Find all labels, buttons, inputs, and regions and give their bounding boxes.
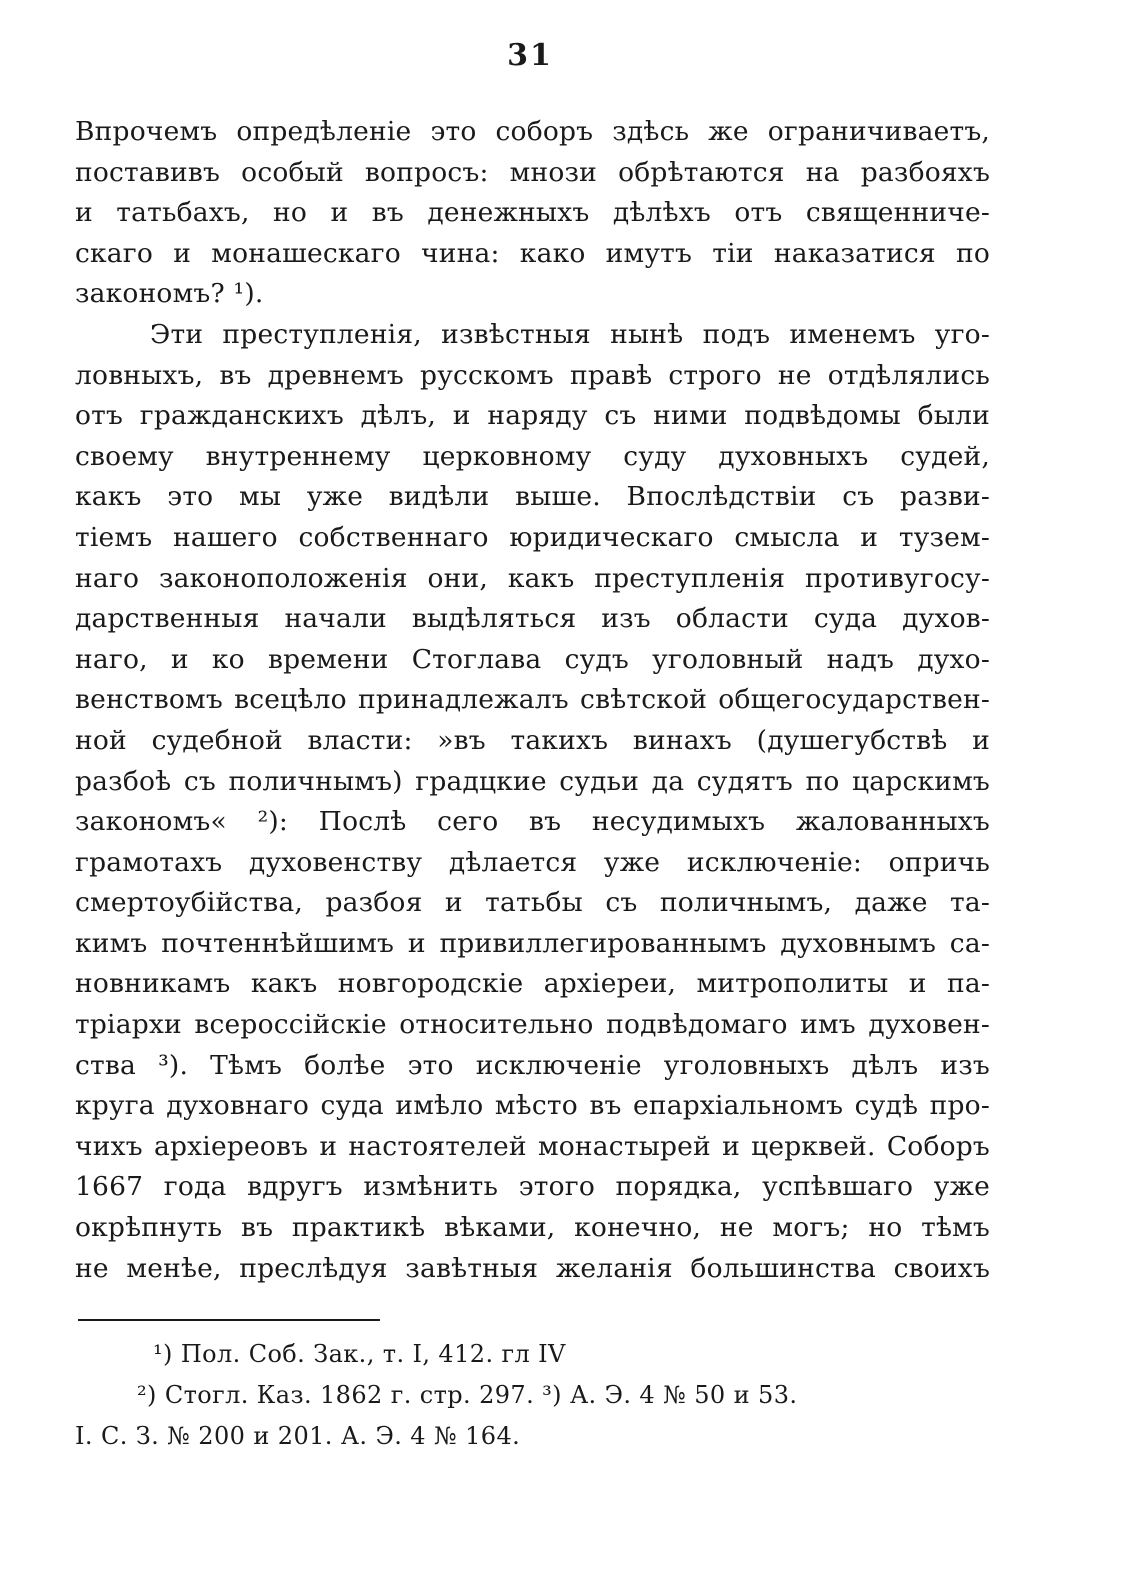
main-text [75, 112, 990, 1289]
text-line: не менѣе, преслѣдуя завѣтныя желанія большинства своихъ [75, 1252, 990, 1284]
footnote-line: I. С. З. № 200 и 201. А. Э. 4 № 164. [75, 1422, 521, 1450]
text-line: наго законоположенія они, какъ преступленія противугосу- [75, 562, 990, 594]
text-line: круга духовнаго суда имѣло мѣсто въ епархіальномъ судѣ про- [75, 1090, 990, 1122]
text-line: окрѣпнуть въ практикѣ вѣками, конечно, не могъ; но тѣмъ [75, 1212, 990, 1244]
text-line: скаго и монашескаго чина: како имутъ тіи наказатися по [75, 237, 990, 269]
text-line: Впрочемъ опредѣленіе это соборъ здѣсь же ограничиваетъ, [75, 116, 990, 147]
text-line: и татьбахъ, но и въ денежныхъ дѣлѣхъ отъ священниче- [75, 197, 990, 229]
page-number: 31 [507, 38, 553, 73]
text-line: отъ гражданскихъ дѣлъ, и наряду съ ними подвѣдомы были [75, 400, 990, 432]
text-line: поставивъ особый вопросъ: мнози обрѣтаются на разбояхъ [75, 156, 990, 188]
text-line: кимъ почтеннѣйшимъ и привиллегированнымъ духовнымъ са- [75, 927, 990, 959]
text-line: ловныхъ, въ древнемъ русскомъ правѣ строго не отдѣлялись [75, 359, 990, 391]
text-line: смертоубійства, разбоя и татьбы съ поличнымъ, даже та- [75, 887, 990, 919]
footnote-divider [78, 1319, 380, 1321]
paragraph-start-line: Эти преступленія, извѣстныя нынѣ подъ именемъ уго- [150, 318, 990, 350]
text-line: тіемъ нашего собственнаго юридическаго смысла и тузем- [75, 521, 990, 553]
text-line: тріархи всероссійскіе относительно подвѣдомаго имъ духовен- [75, 1009, 990, 1041]
text-line: своему внутреннему церковному суду духовныхъ судей, [75, 440, 990, 472]
text-line: наго, и ко времени Стоглава судъ уголовный надъ духо- [75, 643, 990, 675]
text-line: дарственныя начали выдѣляться изъ области суда духов- [75, 603, 990, 635]
text-line: какъ это мы уже видѣли выше. Впослѣдствіи съ разви- [75, 481, 990, 513]
text-line: ства ³). Тѣмъ болѣе это исключеніе уголовныхъ дѣлъ изъ [75, 1049, 990, 1081]
text-line: 1667 года вдругъ измѣнить этого порядка, успѣвшаго уже [75, 1171, 990, 1203]
footnotes [75, 1334, 990, 1457]
text-line: чихъ архіереовъ и настоятелей монастырей и церквей. Соборъ [75, 1130, 990, 1162]
text-line: грамотахъ духовенству дѣлается уже исключеніе: опричь [75, 846, 990, 878]
text-line: ной судебной власти: »въ такихъ винахъ (душегубствѣ и [75, 724, 990, 756]
text-line: новникамъ какъ новгородскіе архіереи, митрополиты и па- [75, 968, 990, 1000]
footnote-line: ²) Стогл. Каз. 1862 г. стр. 297. ³) А. Э. 4 № 50 и 53. [137, 1381, 798, 1409]
text-line: закономъ« ²): Послѣ сего въ несудимыхъ жалованныхъ [75, 806, 990, 838]
text-line: разбоѣ съ поличнымъ) градцкие судьи да судятъ по царскимъ [75, 765, 990, 797]
footnote-line: ¹) Пол. Соб. Зак., т. I, 412. гл IV [153, 1340, 566, 1368]
text-line: закономъ? ¹). [75, 278, 264, 310]
text-line: венствомъ всецѣло принадлежалъ свѣтской общегосударствен- [75, 684, 990, 716]
